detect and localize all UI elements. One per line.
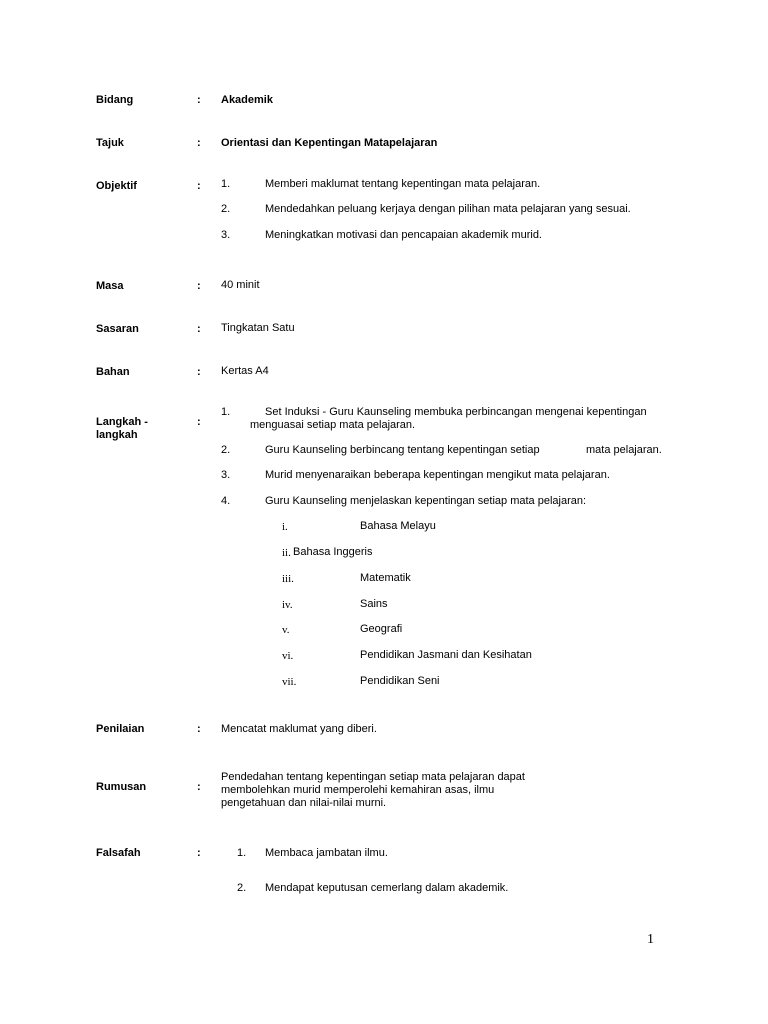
rumusan-line: pengetahuan dan nilai-nilai murni. xyxy=(221,797,387,809)
value-bahan: Kertas A4 xyxy=(221,365,269,377)
colon: : xyxy=(197,94,201,106)
colon: : xyxy=(197,781,201,793)
objektif-item-num: 1. xyxy=(221,178,231,190)
colon: : xyxy=(197,847,201,859)
value-tajuk: Orientasi dan Kepentingan Matapelajaran xyxy=(221,137,438,149)
label-penilaian: Penilaian xyxy=(96,723,145,735)
value-bidang: Akademik xyxy=(221,94,273,106)
subject-num: iii. xyxy=(282,573,294,585)
objektif-item-text: Meningkatkan motivasi dan pencapaian akademik murid. xyxy=(265,229,542,241)
label-langkah-line2: langkah xyxy=(96,429,138,441)
colon: : xyxy=(197,137,201,149)
langkah-item-text: Murid menyenaraikan beberapa kepentingan mengikut mata pelajaran. xyxy=(265,469,610,481)
value-masa: 40 minit xyxy=(221,279,260,291)
langkah-item-num: 3. xyxy=(221,469,231,481)
subject-num: v. xyxy=(282,624,290,636)
subject-num: vi. xyxy=(282,650,294,662)
label-falsafah: Falsafah xyxy=(96,847,141,859)
langkah-item-num: 1. xyxy=(221,406,231,418)
langkah-item-text-continued: menguasai setiap mata pelajaran. xyxy=(250,419,416,431)
label-tajuk: Tajuk xyxy=(96,137,124,149)
falsafah-item-text: Membaca jambatan ilmu. xyxy=(265,847,388,859)
colon: : xyxy=(197,366,201,378)
subject-name: Sains xyxy=(360,598,388,610)
subject-num: vii. xyxy=(282,676,297,688)
subject-num: ii. xyxy=(282,547,291,559)
label-objektif: Objektif xyxy=(96,180,137,192)
langkah-item-text-tail: mata pelajaran. xyxy=(586,444,662,456)
subject-name: Pendidikan Jasmani dan Kesihatan xyxy=(360,649,532,661)
objektif-item-text: Memberi maklumat tentang kepentingan mata pelajaran. xyxy=(265,178,541,190)
subject-num: iv. xyxy=(282,599,293,611)
rumusan-line: membolehkan murid memperolehi kemahiran asas, ilmu xyxy=(221,784,495,796)
colon: : xyxy=(197,723,201,735)
page-number: 1 xyxy=(647,932,654,947)
falsafah-item-num: 1. xyxy=(237,847,247,859)
falsafah-item-num: 2. xyxy=(237,882,247,894)
colon: : xyxy=(197,280,201,292)
langkah-item-text: Guru Kaunseling menjelaskan kepentingan setiap mata pelajaran: xyxy=(265,495,587,507)
label-masa: Masa xyxy=(96,280,124,292)
label-rumusan: Rumusan xyxy=(96,781,147,793)
langkah-item-num: 2. xyxy=(221,444,231,456)
label-bahan: Bahan xyxy=(96,366,130,378)
value-sasaran: Tingkatan Satu xyxy=(221,322,295,334)
colon: : xyxy=(197,180,201,192)
subject-name: Geografi xyxy=(360,623,403,635)
colon: : xyxy=(197,323,201,335)
langkah-item-num: 4. xyxy=(221,495,231,507)
rumusan-line: Pendedahan tentang kepentingan setiap mata pelajaran dapat xyxy=(221,771,525,783)
value-penilaian: Mencatat maklumat yang diberi. xyxy=(221,723,377,735)
objektif-item-text: Mendedahkan peluang kerjaya dengan pilihan mata pelajaran yang sesuai. xyxy=(265,203,631,215)
subject-name: Bahasa Inggeris xyxy=(293,546,373,558)
subject-name: Pendidikan Seni xyxy=(360,675,440,687)
objektif-item-num: 3. xyxy=(221,229,231,241)
subject-num: i. xyxy=(282,521,288,533)
langkah-item-text: Set Induksi - Guru Kaunseling membuka perbincangan mengenai kepentingan xyxy=(265,406,647,418)
objektif-item-num: 2. xyxy=(221,203,231,215)
subject-name: Bahasa Melayu xyxy=(360,520,436,532)
colon: : xyxy=(197,416,201,428)
falsafah-item-text: Mendapat keputusan cemerlang dalam akademik. xyxy=(265,882,509,894)
label-bidang: Bidang xyxy=(96,94,134,106)
subject-name: Matematik xyxy=(360,572,411,584)
label-langkah-line1: Langkah - xyxy=(96,416,148,428)
langkah-item-text: Guru Kaunseling berbincang tentang kepentingan setiap xyxy=(265,444,540,456)
label-sasaran: Sasaran xyxy=(96,323,139,335)
